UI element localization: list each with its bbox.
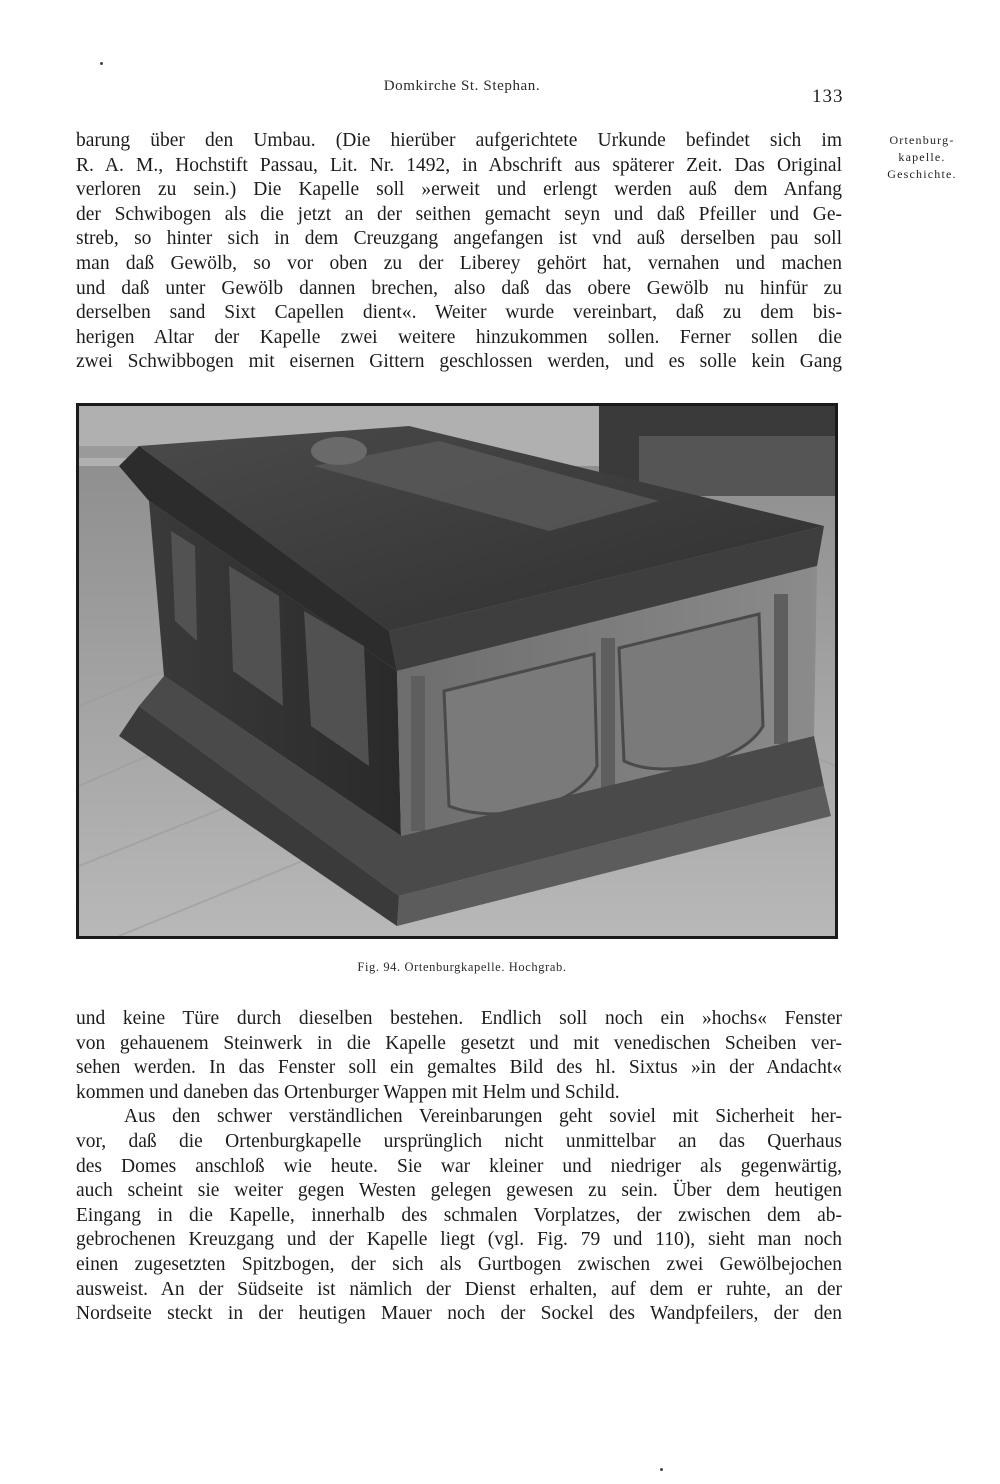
text-line: Aus den schwer verständlichen Vereinbarungen geht soviel mit Sicherheit her- (124, 1106, 842, 1128)
text-line: der Schwibogen als die jetzt an der seithen gemacht seyn und daß Pfeiller und Ge- (76, 203, 842, 225)
text-line: kommen und daneben das Ortenburger Wappen mit Helm und Schild. (76, 1081, 620, 1103)
tomb-photograph (79, 406, 835, 936)
text-line: vor, daß die Ortenburgkapelle ursprünglich nicht unmittelbar an das Querhaus (76, 1130, 842, 1152)
figure-photograph (76, 403, 838, 939)
text-line: und daß unter Gewölb dannen brechen, also daß das obere Gewölb nu hinfür zu (76, 277, 842, 299)
page-number: 133 (812, 86, 844, 107)
margin-note (852, 132, 992, 183)
text-line: und keine Türe durch dieselben bestehen. Endlich soll noch ein »hochs« Fenster (76, 1008, 842, 1029)
text-line: gebrochenen Kreuzgang und der Kapelle liegt (vgl. Fig. 79 und 110), sieht man noch (76, 1229, 842, 1251)
text-line: barung über den Umbau. (Die hierüber aufgerichtete Urkunde befindet sich im (76, 130, 842, 151)
text-line: R. A. M., Hochstift Passau, Lit. Nr. 1492, in Abschrift aus späterer Zeit. Das Original (76, 154, 842, 176)
text-line: Eingang in die Kapelle, innerhalb des schmalen Vorplatzes, der zwischen dem ab- (76, 1204, 842, 1226)
text-line: des Domes anschloß wie heute. Sie war kleiner und niedriger als gegenwärtig, (76, 1155, 842, 1177)
text-line: streb, so hinter sich in dem Creuzgang angefangen ist vnd auß derselben pau soll (76, 228, 842, 250)
text-line: sehen werden. In das Fenster soll ein gemaltes Bild des hl. Sixtus »in der Andacht« (76, 1057, 842, 1079)
text-line: einen zugesetzten Spitzbogen, der sich als Gurtbogen zwischen zwei Gewölbejochen (76, 1253, 842, 1275)
text-line: von gehauenem Steinwerk in die Kapelle gesetzt und mit venedischen Scheiben ver- (76, 1032, 842, 1054)
text-line: Nordseite steckt in der heutigen Mauer noch der Sockel des Wandpfeilers, der den (76, 1303, 842, 1325)
print-speck (100, 62, 103, 65)
figure-caption: Fig. 94. Ortenburgkapelle. Hochgrab. (357, 960, 567, 974)
running-title: Domkirche St. Stephan. (383, 78, 541, 94)
margin-note-line: Ortenburg- (889, 133, 955, 147)
margin-note-line: Geschichte. (887, 167, 957, 181)
text-line: auch scheint sie weiter gegen Westen gelegen gewesen zu sein. Über dem heutigen (76, 1180, 842, 1202)
text-line: derselben sand Sixt Capellen dient«. Weiter wurde vereinbart, daß zu dem bis- (76, 302, 842, 324)
margin-note-line: kapelle. (898, 150, 946, 164)
text-line: man daß Gewölb, so vor oben zu der Liberey gehört hat, vernahen und machen (76, 252, 842, 274)
print-speck (660, 1468, 663, 1471)
text-line: herigen Altar der Kapelle zwei weitere hinzukommen sollen. Ferner sollen die (76, 326, 842, 348)
text-line: ausweist. An der Südseite ist nämlich der Dienst erhalten, auf dem er ruhte, an der (76, 1278, 842, 1300)
text-line: verloren zu sein.) Die Kapelle soll »erweit und erlengt werden auß dem Anfang (76, 179, 842, 201)
paragraph-body (76, 1007, 842, 1327)
text-line: zwei Schwibbogen mit eisernen Gittern geschlossen werden, und es solle kein Gang (76, 351, 842, 373)
paragraph-continued (76, 129, 842, 375)
